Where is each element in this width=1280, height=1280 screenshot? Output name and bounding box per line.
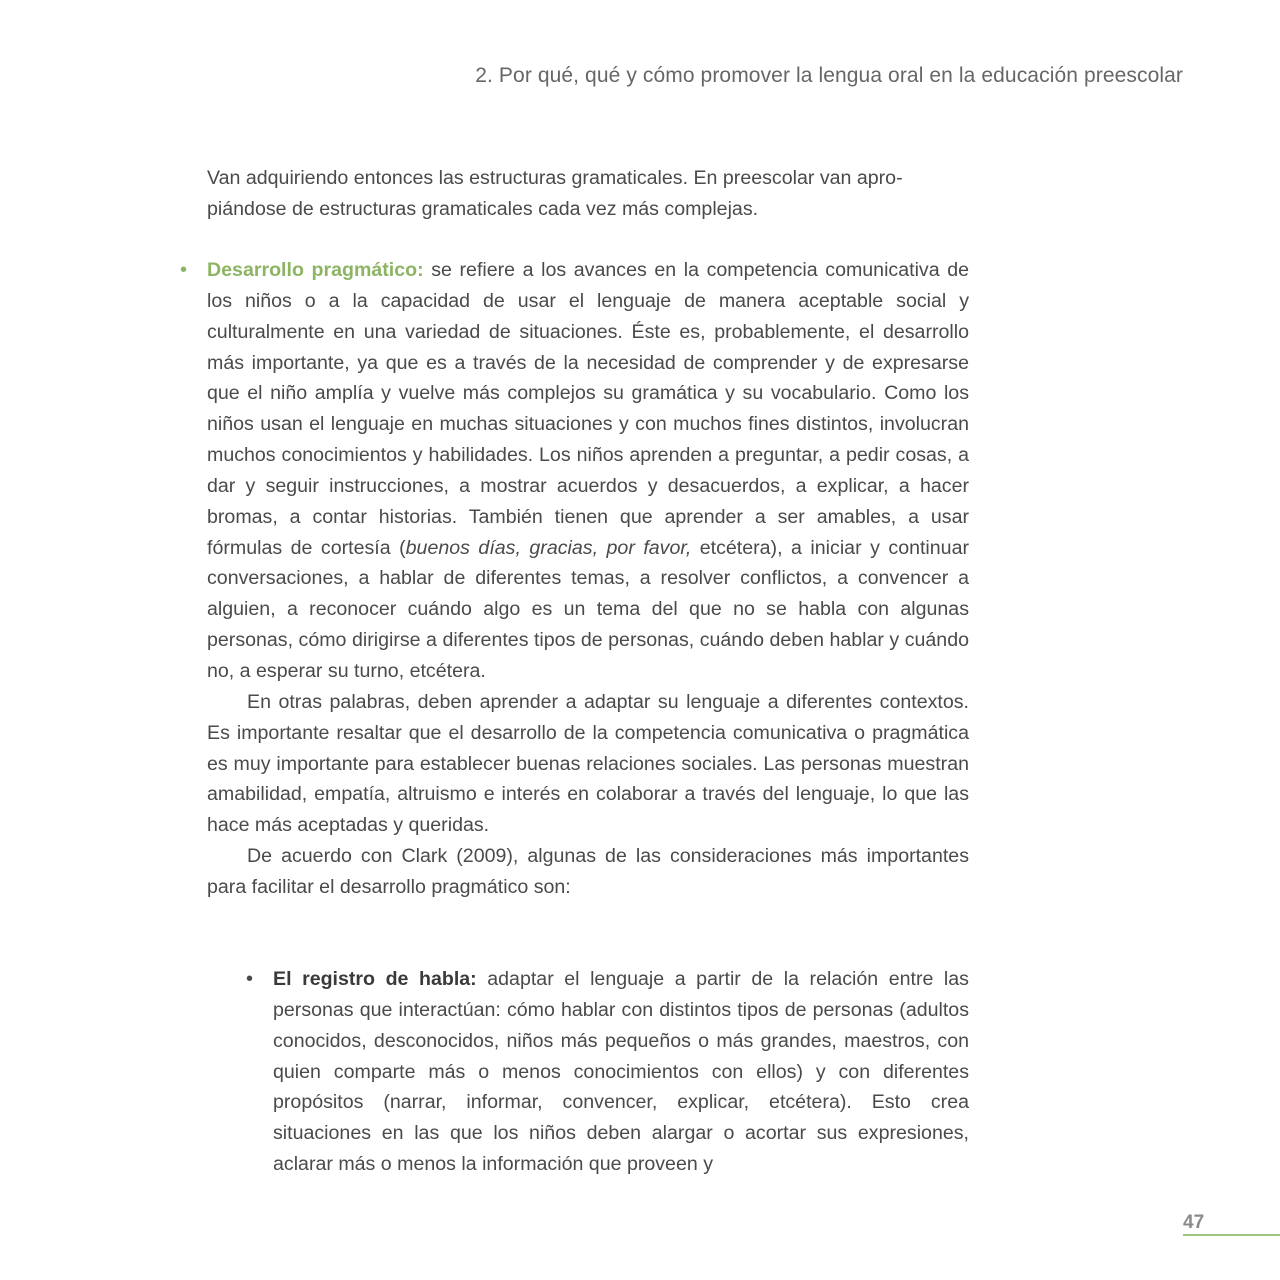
pragmatic-paragraph-1 [207,255,969,687]
intro-line-1: Van adquiriendo entonces las estructuras gramaticales. En preescolar van apro- [207,167,903,189]
intro-line-2: piándose de estructuras gramaticales cada vez más complejas. [207,197,759,220]
courtesy-examples: buenos días, gracias, por favor, [405,536,692,559]
bullet-icon: • [180,259,188,281]
footer-rule [1183,1234,1280,1236]
speech-register-item [273,964,969,1180]
running-header: 2. Por qué, qué y cómo promover la lengua oral en la educación preescolar [475,64,1183,87]
pragmatic-paragraph-3: De acuerdo con Clark (2009), algunas de las consideraciones más importantes para facilitar el desarrollo pragmático son: [207,845,969,898]
pragmatic-development-section [207,255,969,903]
speech-register-term: El registro de habla: [273,968,477,990]
speech-register-paragraph [273,964,969,1180]
page-number: 47 [1183,1212,1205,1233]
pragmatic-text-b: etcétera), a iniciar y continuar conversaciones, a hablar de diferentes temas, a resolver conflictos, a convencer a alguien, a reconocer cuándo algo es un tema del que no se habla con algunas personas, cómo dirigirse a diferentes tipos de personas, cuándo deben hablar y cuándo no, a esperar su turno, etcétera. [207,536,969,682]
pragmatic-term: Desarrollo pragmático: [207,259,424,281]
pragmatic-paragraph-2: En otras palabras, deben aprender a adaptar su lenguaje a diferentes contextos. Es importante resaltar que el desarrollo de la competencia comunicativa o pragmática es muy importante para establecer buenas relaciones sociales. Las personas muestran amabilidad, empatía, altruismo e interés en colaborar a través del lenguaje, lo que las hace más aceptadas y queridas. [207,690,969,837]
speech-register-text: adaptar el lenguaje a partir de la relación entre las personas que interactúan: cómo hablar con distintos tipos de personas (adultos conocidos, desconocidos, niños más pequeños o más grandes, maestros, con quien comparte más o menos conocimientos con ellos) y con diferentes propósitos (narrar, informar, convencer, explicar, etcétera). Esto crea situaciones en las que los niños deben alargar o acortar sus expresiones, aclarar más o menos la información que proveen y [273,968,969,1176]
pragmatic-text-a: se refiere a los avances en la competencia comunicativa de los niños o a la capacidad de usar el lenguaje de manera aceptable social y culturalmente en una variedad de situaciones. Éste es, probablemente, el desarrollo más importante, ya que es a través de la necesidad de comprender y de expresarse que el niño amplía y vuelve más complejos su gramática y su vocabulario. Como los niños usan el lenguaje en muchas situaciones y con muchos fines distintos, involucran muchos conocimientos y habilidades. Los niños aprenden a preguntar, a pedir cosas, a dar y seguir instrucciones, a mostrar acuerdos y desacuerdos, a explicar, a hacer bromas, a contar historias. También tienen que aprender a ser amables, a usar fórmulas de cortesía ( [207,259,970,559]
intro-paragraph [207,163,969,225]
sub-bullet-icon: • [246,968,254,990]
